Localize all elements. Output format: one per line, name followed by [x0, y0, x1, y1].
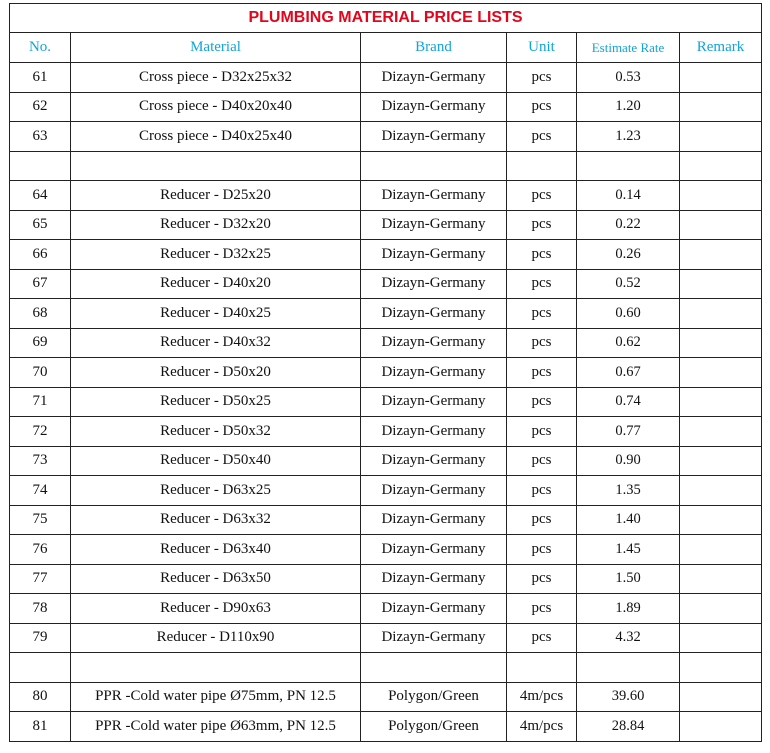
cell-estimate-rate: 1.50 — [577, 564, 680, 594]
cell-no: 61 — [10, 63, 71, 93]
cell-no: 68 — [10, 299, 71, 329]
table-row — [10, 240, 762, 270]
cell-unit: pcs — [507, 269, 577, 299]
cell-brand: Dizayn-Germany — [361, 535, 507, 565]
cell-brand: Dizayn-Germany — [361, 181, 507, 211]
cell-material: Reducer - D50x40 — [71, 446, 361, 476]
cell-remark — [680, 299, 762, 329]
cell-remark — [680, 358, 762, 388]
cell-remark — [680, 476, 762, 506]
header-remark: Remark — [680, 33, 762, 63]
blank-separator-row — [10, 151, 762, 181]
table-row — [10, 594, 762, 624]
cell-remark — [680, 712, 762, 742]
cell-remark — [680, 417, 762, 447]
cell-no: 75 — [10, 505, 71, 535]
cell-no: 70 — [10, 358, 71, 388]
cell-unit: pcs — [507, 328, 577, 358]
cell-estimate-rate: 39.60 — [577, 682, 680, 712]
cell-estimate-rate: 0.53 — [577, 63, 680, 93]
cell-no: 77 — [10, 564, 71, 594]
cell-brand: Dizayn-Germany — [361, 240, 507, 270]
cell-unit: pcs — [507, 505, 577, 535]
cell-remark — [680, 63, 762, 93]
cell-unit: pcs — [507, 240, 577, 270]
cell-estimate-rate: 0.74 — [577, 387, 680, 417]
cell-unit: pcs — [507, 63, 577, 93]
table-row — [10, 328, 762, 358]
cell-material: Reducer - D50x25 — [71, 387, 361, 417]
cell-no: 63 — [10, 122, 71, 152]
cell-brand: Dizayn-Germany — [361, 387, 507, 417]
cell-brand: Dizayn-Germany — [361, 594, 507, 624]
table-row — [10, 564, 762, 594]
empty-cell — [71, 653, 361, 683]
cell-brand: Dizayn-Germany — [361, 476, 507, 506]
cell-remark — [680, 387, 762, 417]
cell-material: Reducer - D32x20 — [71, 210, 361, 240]
cell-unit: pcs — [507, 476, 577, 506]
cell-no: 72 — [10, 417, 71, 447]
cell-brand: Dizayn-Germany — [361, 210, 507, 240]
cell-material: Reducer - D90x63 — [71, 594, 361, 624]
cell-estimate-rate: 1.35 — [577, 476, 680, 506]
cell-estimate-rate: 0.52 — [577, 269, 680, 299]
cell-remark — [680, 594, 762, 624]
header-no: No. — [10, 33, 71, 63]
cell-remark — [680, 269, 762, 299]
cell-unit: pcs — [507, 387, 577, 417]
empty-cell — [71, 151, 361, 181]
cell-material: Cross piece - D40x20x40 — [71, 92, 361, 122]
cell-unit: pcs — [507, 122, 577, 152]
cell-unit: pcs — [507, 210, 577, 240]
cell-no: 81 — [10, 712, 71, 742]
cell-material: Reducer - D63x25 — [71, 476, 361, 506]
cell-material: Reducer - D25x20 — [71, 181, 361, 211]
cell-estimate-rate: 1.89 — [577, 594, 680, 624]
cell-brand: Polygon/Green — [361, 712, 507, 742]
cell-estimate-rate: 0.22 — [577, 210, 680, 240]
table-row — [10, 63, 762, 93]
cell-material: Cross piece - D40x25x40 — [71, 122, 361, 152]
cell-brand: Dizayn-Germany — [361, 564, 507, 594]
cell-material: Reducer - D63x50 — [71, 564, 361, 594]
table-row — [10, 446, 762, 476]
cell-brand: Dizayn-Germany — [361, 122, 507, 152]
cell-estimate-rate: 0.26 — [577, 240, 680, 270]
table-row — [10, 682, 762, 712]
cell-material: PPR -Cold water pipe Ø63mm, PN 12.5 — [71, 712, 361, 742]
table-row — [10, 269, 762, 299]
empty-cell — [361, 653, 507, 683]
cell-no: 69 — [10, 328, 71, 358]
cell-no: 65 — [10, 210, 71, 240]
cell-estimate-rate: 28.84 — [577, 712, 680, 742]
cell-remark — [680, 122, 762, 152]
header-row — [10, 33, 762, 63]
table-row — [10, 623, 762, 653]
cell-estimate-rate: 0.62 — [577, 328, 680, 358]
cell-remark — [680, 240, 762, 270]
empty-cell — [577, 653, 680, 683]
cell-estimate-rate: 0.90 — [577, 446, 680, 476]
cell-unit: 4m/pcs — [507, 712, 577, 742]
cell-unit: pcs — [507, 535, 577, 565]
cell-brand: Dizayn-Germany — [361, 358, 507, 388]
cell-remark — [680, 535, 762, 565]
empty-cell — [10, 151, 71, 181]
cell-estimate-rate: 0.14 — [577, 181, 680, 211]
table-row — [10, 122, 762, 152]
cell-remark — [680, 181, 762, 211]
table-row — [10, 181, 762, 211]
table-row — [10, 358, 762, 388]
cell-estimate-rate: 0.67 — [577, 358, 680, 388]
cell-unit: pcs — [507, 564, 577, 594]
cell-estimate-rate: 1.40 — [577, 505, 680, 535]
cell-material: Reducer - D63x40 — [71, 535, 361, 565]
cell-unit: 4m/pcs — [507, 682, 577, 712]
cell-estimate-rate: 1.20 — [577, 92, 680, 122]
header-unit: Unit — [507, 33, 577, 63]
cell-estimate-rate: 1.45 — [577, 535, 680, 565]
cell-unit: pcs — [507, 623, 577, 653]
cell-material: PPR -Cold water pipe Ø75mm, PN 12.5 — [71, 682, 361, 712]
cell-material: Reducer - D110x90 — [71, 623, 361, 653]
cell-estimate-rate: 1.23 — [577, 122, 680, 152]
cell-estimate-rate: 0.77 — [577, 417, 680, 447]
cell-brand: Dizayn-Germany — [361, 446, 507, 476]
cell-material: Reducer - D32x25 — [71, 240, 361, 270]
table-row — [10, 476, 762, 506]
cell-brand: Dizayn-Germany — [361, 92, 507, 122]
table-row — [10, 210, 762, 240]
empty-cell — [507, 151, 577, 181]
header-brand: Brand — [361, 33, 507, 63]
empty-cell — [680, 151, 762, 181]
table-row — [10, 299, 762, 329]
table-row — [10, 92, 762, 122]
cell-remark — [680, 328, 762, 358]
cell-unit: pcs — [507, 181, 577, 211]
cell-remark — [680, 682, 762, 712]
table-row — [10, 712, 762, 742]
cell-no: 80 — [10, 682, 71, 712]
cell-brand: Dizayn-Germany — [361, 328, 507, 358]
cell-brand: Dizayn-Germany — [361, 299, 507, 329]
cell-unit: pcs — [507, 358, 577, 388]
cell-no: 74 — [10, 476, 71, 506]
cell-brand: Dizayn-Germany — [361, 269, 507, 299]
cell-no: 71 — [10, 387, 71, 417]
cell-remark — [680, 564, 762, 594]
cell-brand: Dizayn-Germany — [361, 417, 507, 447]
blank-separator-row — [10, 653, 762, 683]
cell-estimate-rate: 4.32 — [577, 623, 680, 653]
cell-material: Reducer - D40x25 — [71, 299, 361, 329]
cell-material: Reducer - D50x32 — [71, 417, 361, 447]
cell-no: 79 — [10, 623, 71, 653]
cell-material: Reducer - D63x32 — [71, 505, 361, 535]
table-row — [10, 505, 762, 535]
table-row — [10, 417, 762, 447]
cell-unit: pcs — [507, 299, 577, 329]
empty-cell — [10, 653, 71, 683]
cell-brand: Polygon/Green — [361, 682, 507, 712]
cell-no: 62 — [10, 92, 71, 122]
empty-cell — [507, 653, 577, 683]
empty-cell — [680, 653, 762, 683]
cell-estimate-rate: 0.60 — [577, 299, 680, 329]
cell-material: Reducer - D40x32 — [71, 328, 361, 358]
table-row — [10, 535, 762, 565]
cell-remark — [680, 92, 762, 122]
cell-remark — [680, 210, 762, 240]
empty-cell — [577, 151, 680, 181]
cell-no: 66 — [10, 240, 71, 270]
table-title: PLUMBING MATERIAL PRICE LISTS — [10, 4, 762, 33]
price-list-table — [9, 3, 762, 742]
cell-brand: Dizayn-Germany — [361, 623, 507, 653]
cell-no: 64 — [10, 181, 71, 211]
cell-brand: Dizayn-Germany — [361, 63, 507, 93]
cell-no: 73 — [10, 446, 71, 476]
cell-remark — [680, 623, 762, 653]
cell-remark — [680, 446, 762, 476]
cell-material: Reducer - D40x20 — [71, 269, 361, 299]
cell-unit: pcs — [507, 417, 577, 447]
cell-unit: pcs — [507, 92, 577, 122]
cell-remark — [680, 505, 762, 535]
cell-unit: pcs — [507, 446, 577, 476]
empty-cell — [361, 151, 507, 181]
header-estimate-rate: Estimate Rate — [577, 33, 680, 63]
cell-material: Cross piece - D32x25x32 — [71, 63, 361, 93]
table-body — [10, 63, 762, 742]
table-row — [10, 387, 762, 417]
cell-no: 76 — [10, 535, 71, 565]
header-material: Material — [71, 33, 361, 63]
cell-brand: Dizayn-Germany — [361, 505, 507, 535]
cell-material: Reducer - D50x20 — [71, 358, 361, 388]
cell-unit: pcs — [507, 594, 577, 624]
cell-no: 67 — [10, 269, 71, 299]
cell-no: 78 — [10, 594, 71, 624]
